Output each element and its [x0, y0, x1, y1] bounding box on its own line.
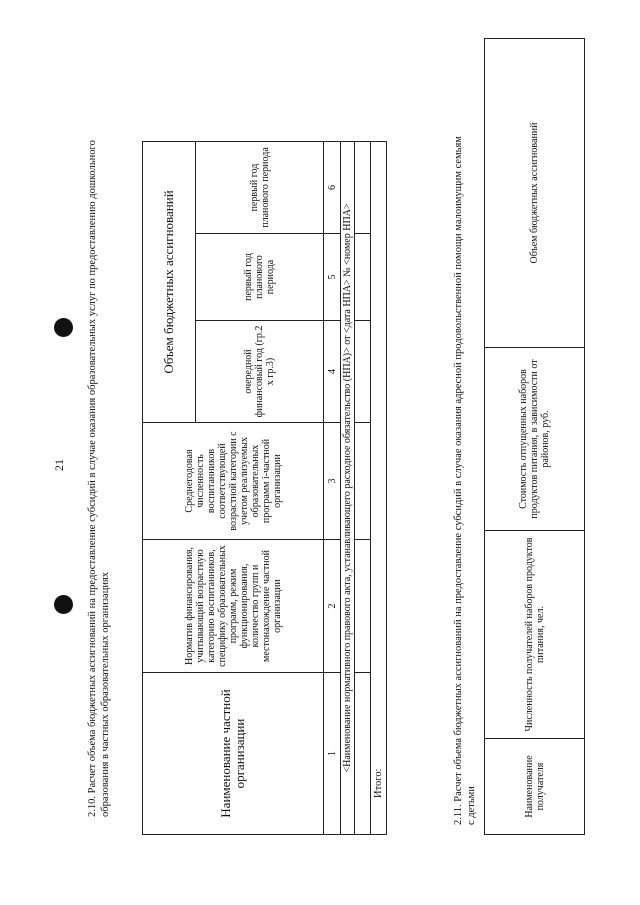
header-norm: Норматив финансирования, учитывающий возрастную категорию воспитанников, специфику образовательных программ, режим функционирования, количество групп и местонахождение частной организации [143, 540, 324, 673]
header-avg-count: Среднегодовая численность воспитанников соответствующей возрастной категории с учетом реализуемых образовательных программ i-частной организации [143, 423, 324, 540]
header-budget-plan-year1: первый год планового периода [196, 234, 324, 321]
header-budget-plan-year2: первый год планового периода [196, 141, 324, 233]
header-recipient: Наименование получателя [485, 739, 585, 835]
legal-act-row: <Наименование нормативного правового акта, устанавливающего расходное обязательство (НПА)> от <дата НПА> № <номер НПА> [341, 141, 355, 834]
punch-hole-right [54, 318, 73, 337]
total-label: Итого: [371, 141, 387, 834]
header-org-name: Наименование частной организации [143, 673, 324, 835]
column-number: 4 [324, 321, 341, 423]
total-row [371, 141, 387, 834]
table-2-10 [142, 141, 387, 835]
column-number: 6 [324, 141, 341, 233]
column-numbers-row [324, 141, 341, 834]
empty-row [355, 141, 371, 834]
header-recipients-count: Численность получателей наборов продуктов питания, чел. [485, 531, 585, 739]
punch-hole-left [54, 595, 73, 614]
column-number: 5 [324, 234, 341, 321]
column-number: 2 [324, 540, 341, 673]
header-budget: Объем бюджетных ассигнований [485, 39, 585, 348]
page-number: 21 [52, 459, 66, 471]
column-number: 1 [324, 673, 341, 835]
column-number: 3 [324, 423, 341, 540]
header-budget-group: Объем бюджетных ассигнований [143, 141, 196, 422]
section-2-11-title: 2.11. Расчет объема бюджетных ассигнований на предоставление субсидий в случае оказания адресной продовольственной помощи малоимущим семьям с детьми [453, 136, 477, 825]
header-set-cost: Стоимость отпущенных наборов продуктов питания, в зависимости от районов, руб. [485, 348, 585, 531]
table-2-11 [484, 38, 585, 835]
header-budget-next-year: очередной финансовый год (гр.2 х гр.3) [196, 321, 324, 423]
section-2-10-title: 2.10. Расчет объема бюджетных ассигнований на предоставление субсидий в случае оказания образовательных услуг по предоставлению дошкольного образования в частных образовательных организациях [87, 140, 111, 817]
